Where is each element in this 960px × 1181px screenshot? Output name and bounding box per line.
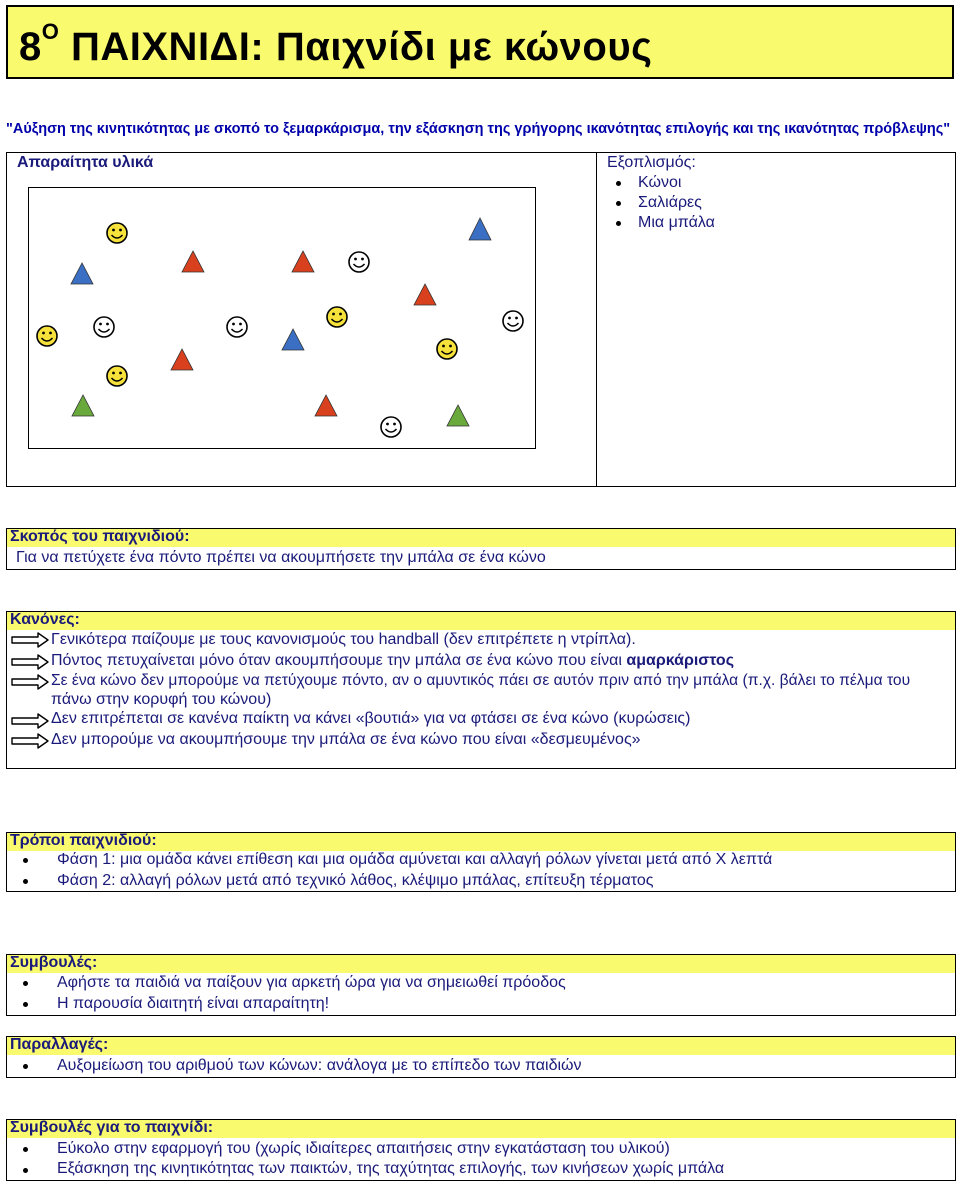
page-title: $8^O$ ΠΑΙΧΝΙΔΙ: Παιχνίδι με κώνους [19, 19, 653, 69]
yellow-player-icon [437, 339, 457, 359]
yellow-player-icon [327, 307, 347, 327]
bullet-icon [23, 1002, 28, 1007]
red-cone-icon [315, 395, 337, 416]
tips-title: Συμβουλές: [10, 954, 98, 971]
white-player-icon [349, 252, 369, 272]
arrow-right-icon [12, 714, 48, 728]
rules-title: Κανόνες: [10, 611, 80, 628]
goal-text: Για να πετύχετε ένα πόντο πρέπει να ακουμπήσετε την μπάλα σε ένα κώνο [16, 549, 546, 566]
rule-emphasis: αμαρκάριστος [626, 652, 735, 669]
variations-title: Παραλλαγές: [10, 1036, 109, 1053]
goal-title: Σκοπός του παιχνιδιού: [10, 528, 190, 545]
white-player-icon [381, 417, 401, 437]
tip-item: Αφήστε τα παιδιά να παίξουν για αρκετή ώρα για να σημειωθεί πρόοδος [57, 974, 566, 991]
bullet-icon [23, 879, 28, 884]
red-cone-icon [182, 251, 204, 272]
blue-cone-icon [282, 329, 304, 350]
white-player-icon [503, 311, 523, 331]
bullet-icon [23, 1064, 28, 1069]
game-tip-item: Εύκολο στην εφαρμογή του (χωρίς ιδιαίτερες απαιτήσεις στην εγκατάσταση του υλικού) [57, 1140, 670, 1157]
mode-item: Φάση 2: αλλαγή ρόλων μετά από τεχνικό λάθος, κλέψιμο μπάλας, επίτευξη τέρματος [57, 872, 654, 889]
game-tips-title: Συμβουλές για το παιχνίδι: [10, 1119, 214, 1136]
variation-item: Αυξομείωση του αριθμού των κώνων: ανάλογα με το επίπεδο των παιδιών [57, 1057, 582, 1074]
yellow-player-icon [107, 366, 127, 386]
bullet-icon [23, 1168, 28, 1173]
section-header [7, 1037, 955, 1055]
bullet-icon [23, 981, 28, 986]
yellow-player-icon [107, 223, 127, 243]
title-superscript: Ο [41, 19, 60, 44]
rule-item: Σε ένα κώνο δεν μπορούμε να πετύχουμε πόντο, αν ο αμυντικός πάει σε αυτόν πριν από την μπάλα (π.χ. βάλει το πέλμα του [51, 672, 911, 689]
equipment-item: Σαλιάρες [638, 194, 702, 211]
blue-cone-icon [469, 218, 491, 240]
arrow-right-icon [12, 734, 48, 748]
white-player-icon [227, 317, 247, 337]
modes-title: Τρόποι παιχνιδιού: [10, 832, 157, 849]
rule-item: Δεν μπορούμε να ακουμπήσουμε την μπάλα σε ένα κώνο που είναι «δεσμευμένος» [51, 731, 641, 748]
red-cone-icon [414, 284, 436, 305]
bullet-icon [23, 1147, 28, 1152]
equipment-item: Μια μπάλα [638, 214, 715, 231]
white-player-icon [94, 317, 114, 337]
blue-cone-icon [71, 263, 93, 284]
red-cone-icon [171, 349, 193, 370]
bullet-icon [23, 858, 28, 863]
materials-label: Απαραίτητα υλικά [17, 154, 154, 171]
red-cone-icon [292, 251, 314, 272]
subtitle: "Αύξηση της κινητικότητας με σκοπό το ξεμαρκάρισμα, την εξάσκηση της γρήγορης ικανότητας επιλογής και της ικανότητας πρόβλεψης" [6, 121, 951, 137]
arrow-right-icon [12, 655, 48, 669]
rule-item-continued: πάνω στην κορυφή του κώνου) [51, 691, 272, 708]
section-header [7, 955, 955, 973]
section-header [7, 612, 955, 630]
green-cone-icon [447, 405, 469, 426]
equipment-label: Εξοπλισμός: [607, 154, 696, 171]
rule-item: Γενικότερα παίζουμε με τους κανονισμούς του handball (δεν επιτρέπετε η ντρίπλα). [51, 631, 636, 648]
green-cone-icon [72, 395, 94, 416]
game-tip-item: Εξάσκηση της κινητικότητας των παικτών, της ταχύτητας επιλογής, των κινήσεων χωρίς μπάλα [57, 1160, 725, 1177]
field-diagram-figures [0, 0, 960, 500]
rule-item: Δεν επιτρέπεται σε κανένα παίκτη να κάνει «βουτιά» για να φτάσει σε ένα κώνο (κυρώσεις) [51, 710, 691, 727]
mode-item: Φάση 1: μια ομάδα κάνει επίθεση και μια ομάδα αμύνεται και αλλαγή ρόλων γίνεται μετά από Χ λεπτά [57, 851, 773, 868]
arrow-right-icon [12, 675, 48, 689]
equipment-item: Κώνοι [638, 174, 682, 191]
tip-item: Η παρουσία διαιτητή είναι απαραίτητη! [57, 995, 330, 1012]
arrow-right-icon [12, 633, 48, 647]
rule-item: Πόντος πετυχαίνεται μόνο όταν ακουμπήσουμε την μπάλα σε ένα κώνο που είναι αμαρκάριστος [51, 652, 735, 669]
